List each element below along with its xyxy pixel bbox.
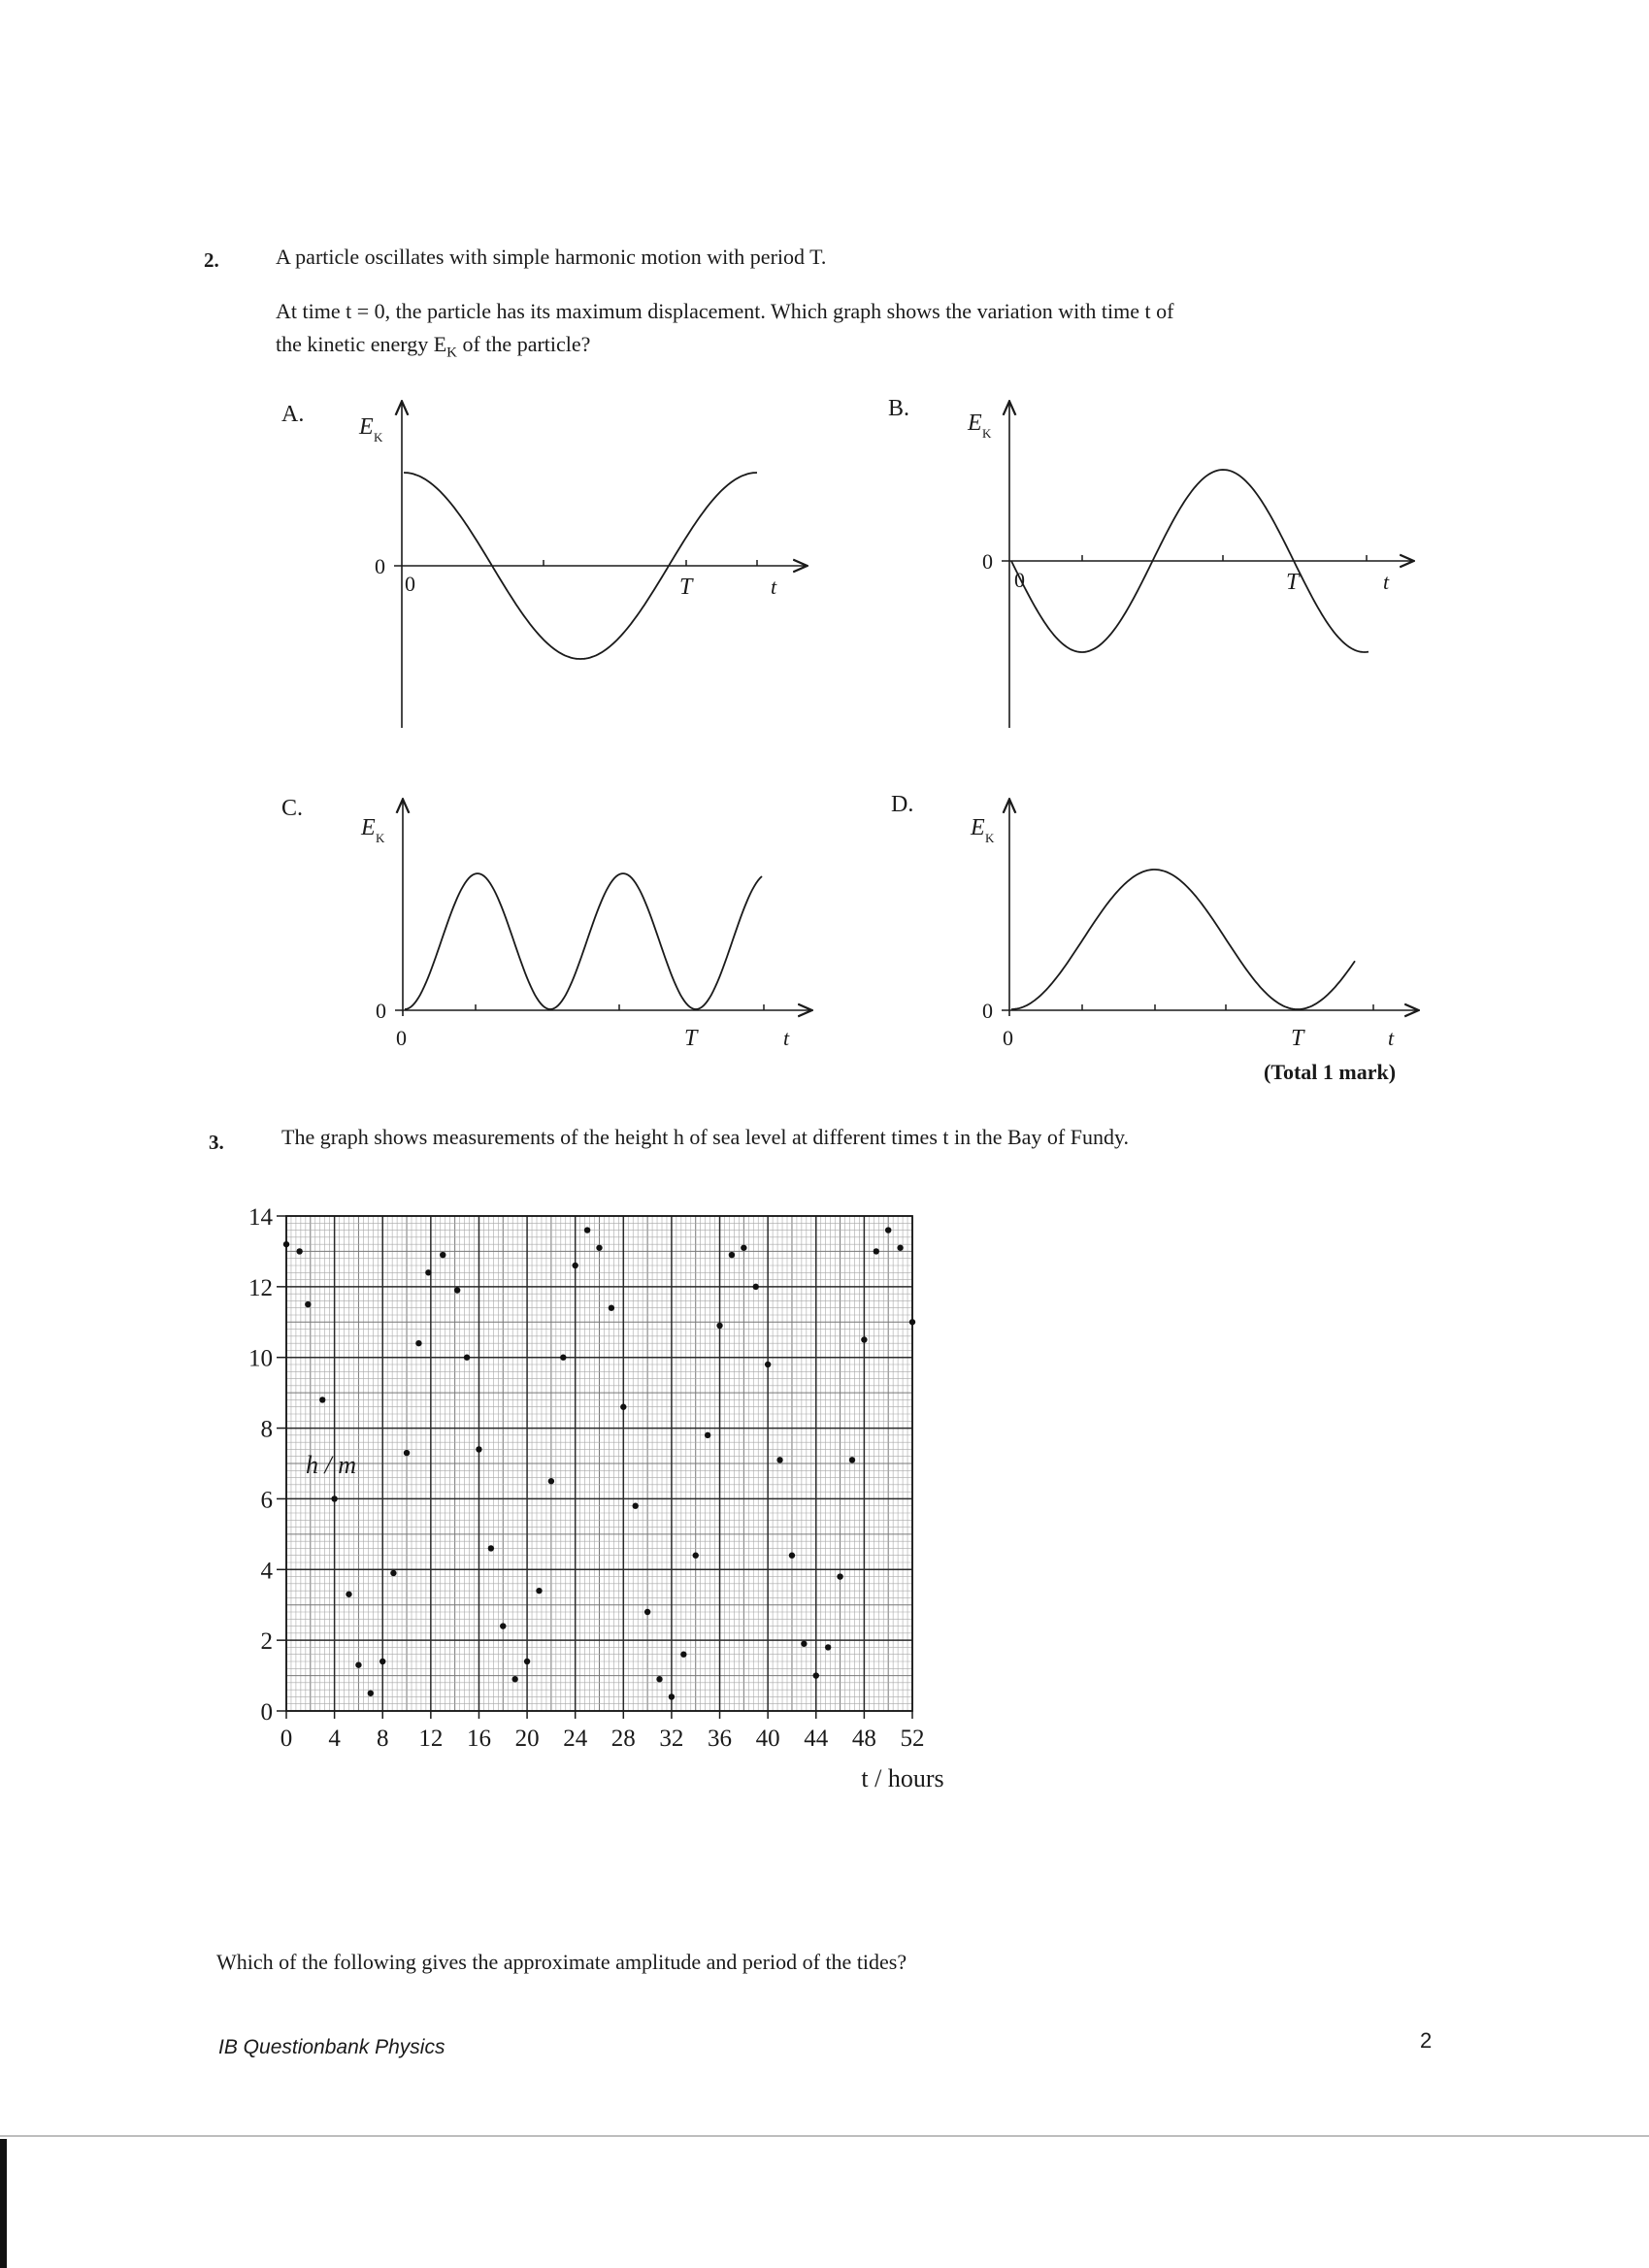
question-2-line3-text: the kinetic energy E [276,332,447,356]
data-point [789,1553,795,1559]
x-tick-label: 36 [708,1726,733,1752]
graph-d [956,791,1422,1082]
data-point [837,1573,842,1579]
graph-a [349,393,815,742]
data-point [753,1284,759,1290]
data-point [609,1305,614,1311]
data-point [596,1245,602,1251]
data-point [500,1623,506,1628]
data-point [849,1457,855,1463]
data-point [620,1404,626,1410]
zero-x: 0 [396,1026,407,1050]
data-point [825,1644,831,1650]
option-d-label[interactable]: D. [891,792,914,817]
data-point [548,1478,554,1484]
data-point [656,1676,662,1682]
time-label: t [771,575,777,599]
data-point [861,1336,867,1342]
data-point [331,1496,337,1501]
y-label-sub: K [376,831,385,845]
x-tick-label: 4 [328,1726,341,1752]
y-tick-label: 8 [260,1416,273,1443]
data-point [488,1545,494,1551]
scan-edge-bar [0,2139,7,2268]
option-a-label[interactable]: A. [281,402,305,427]
minor-grid [286,1216,912,1711]
data-point [669,1693,675,1699]
question-3-number: 3. [209,1131,224,1154]
question-2-line3-sub: K [446,345,457,361]
x-tick-label: 12 [418,1726,444,1752]
zero-x: 0 [405,572,415,596]
scan-edge-line [0,2135,1649,2137]
data-point [425,1269,431,1275]
y-label: E [359,414,374,440]
curve-d [1011,870,1355,1009]
x-tick-label: 28 [610,1726,636,1752]
data-point [283,1241,289,1247]
data-point [680,1652,686,1658]
data-point [801,1641,807,1647]
y-label: E [968,411,982,436]
period-label: T [1286,570,1300,595]
footer-source: IB Questionbank Physics [218,2036,445,2058]
data-point [874,1248,879,1254]
data-point [379,1659,385,1664]
x-tick-label: 16 [466,1726,491,1752]
data-point [705,1432,710,1438]
data-point [524,1659,530,1664]
period-label: T [679,575,693,600]
time-label: t [1383,570,1390,594]
graph-c [349,791,815,1082]
zero-y: 0 [376,999,386,1023]
data-point [572,1263,577,1268]
y-label-sub: K [985,831,995,845]
data-point [454,1287,460,1293]
period-label: T [684,1026,698,1051]
y-label: E [361,815,376,840]
data-point [440,1252,445,1258]
data-point [355,1661,361,1667]
data-point [644,1609,650,1615]
y-tick-label: 6 [260,1487,273,1514]
x-tick-label: 24 [563,1726,588,1752]
x-tick-label: 32 [659,1726,684,1752]
data-point [741,1245,746,1251]
y-tick-label: 0 [260,1699,273,1726]
data-point [390,1570,396,1576]
question-2-line2: At time t = 0, the particle has its maximum displacement. Which graph shows the variation with time t of [276,299,1174,323]
x-axis-label: t / hours [861,1764,944,1792]
x-tick-label: 44 [804,1726,829,1752]
zero-y: 0 [375,554,385,578]
data-point [716,1323,722,1329]
question-2-line3 [276,329,590,368]
zero-y: 0 [982,549,993,574]
data-point [897,1245,903,1251]
total-mark: (Total 1 mark) [1264,1060,1397,1084]
x-tick-label: 0 [280,1726,293,1752]
data-point [693,1553,699,1559]
data-point [909,1319,915,1325]
time-label: t [783,1026,790,1050]
question-2-number: 2. [204,248,219,272]
y-tick-label: 2 [260,1628,273,1656]
x-tick-label: 52 [900,1726,925,1752]
data-point [296,1248,302,1254]
data-point [560,1355,566,1361]
tide-chart [248,1184,1378,1805]
question-3-prompt: Which of the following gives the approximate amplitude and period of the tides? [216,1950,907,1974]
data-point [813,1672,819,1678]
option-c-label[interactable]: C. [281,796,304,821]
data-point [765,1362,771,1367]
y-tick-label: 10 [248,1345,273,1372]
data-point [464,1355,470,1361]
option-b-label[interactable]: B. [888,396,910,421]
data-point [368,1691,374,1696]
y-tick-label: 4 [260,1558,273,1585]
data-point [633,1503,639,1509]
question-2-line1: A particle oscillates with simple harmonic motion with period T. [276,245,827,269]
zero-x: 0 [1014,568,1025,592]
data-point [536,1588,542,1594]
y-tick-label: 14 [248,1204,273,1231]
x-tick-label: 40 [755,1726,780,1752]
y-tick-label: 12 [248,1274,273,1301]
question-3-text: The graph shows measurements of the height h of sea level at different times t in the Bay of Fundy. [281,1125,1130,1149]
data-point [415,1340,421,1346]
data-point [476,1446,481,1452]
y-label-sub: K [374,430,383,444]
zero-y: 0 [982,999,993,1023]
y-label-sub: K [982,426,992,441]
data-point [305,1301,311,1307]
data-point [885,1227,891,1233]
x-tick-label: 20 [514,1726,540,1752]
graph-b [956,393,1422,742]
period-label: T [1291,1026,1304,1051]
data-point [319,1397,325,1402]
x-tick-label: 48 [851,1726,876,1752]
zero-x: 0 [1003,1026,1013,1050]
data-point [511,1676,517,1682]
data-point [346,1592,351,1597]
data-point [776,1457,782,1463]
question-2-line3-end: of the particle? [456,332,591,356]
y-label: E [971,815,985,840]
curve-c [405,873,762,1009]
page-number: 2 [1420,2028,1433,2053]
data-point [729,1252,735,1258]
x-tick-label: 8 [376,1726,389,1752]
y-axis-label: h / m [306,1451,356,1479]
data-point [404,1450,410,1456]
data-point [584,1227,590,1233]
time-label: t [1388,1026,1395,1050]
